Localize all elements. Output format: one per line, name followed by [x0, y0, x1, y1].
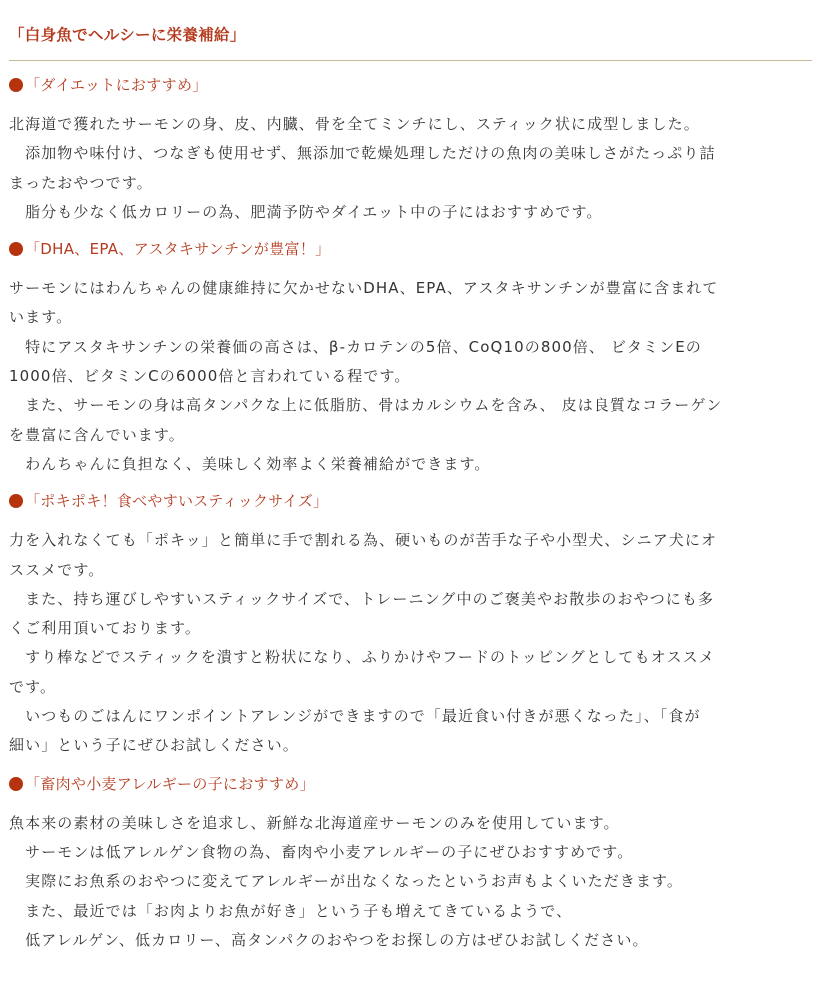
paragraph-line: また、サーモンの身は高タンパクな上に低脂肪、骨はカルシウムを含み、 皮は良質なコラーゲン — [9, 396, 723, 415]
paragraph-line: まったおやつです。 — [9, 173, 153, 192]
section-body-allergy — [9, 809, 812, 955]
paragraph-line: また、持ち運びしやすいスティックサイズで、トレーニング中のご褒美やお散歩のおやつにも多 — [9, 589, 715, 608]
paragraph-line: 北海道で獲れたサーモンの身、皮、内臓、骨を全てミンチにし、スティック状に成型しました。 — [9, 115, 700, 133]
paragraph-line: また、最近では「お肉よりお魚が好き」という子も増えてきているようで、 — [9, 901, 573, 920]
section-heading-dha-epa — [9, 238, 812, 260]
paragraph-line: 力を入れなくても「ポキッ」と簡単に手で割れる為、硬いものが苦手な子や小型犬、シニア犬にオ — [9, 531, 718, 550]
paragraph-line: わんちゃんに負担なく、美味しく効率よく栄養補給ができます。 — [9, 454, 491, 473]
section-heading-text: 「DHA、EPA、アスタキサンチンが豊富！」 — [25, 240, 331, 259]
paragraph-line: サーモンにはわんちゃんの健康維持に欠かせないDHA、EPA、アスタキサンチンが豊富に含まれて — [9, 279, 719, 298]
page-title: 「白身魚でヘルシーに栄養補給」 — [9, 26, 246, 44]
paragraph-line: 細い」という子にぜひお試しください。 — [9, 736, 299, 755]
bullet-circle-icon — [9, 78, 23, 92]
paragraph-line: 低アレルゲン、低カロリー、高タンパクのおやつをお探しの方はぜひお試しください。 — [9, 930, 649, 949]
paragraph-line: サーモンは低アレルゲン食物の為、畜肉や小麦アレルギーの子にぜひおすすめです。 — [9, 842, 634, 861]
paragraph-line: 添加物や味付け、つなぎも使用せず、無添加で乾燥処理しただけの魚肉の美味しさがたっぷり詰 — [9, 144, 716, 163]
paragraph-line: 特にアスタキサンチンの栄養価の高さは、β-カロテンの5倍、CoQ10の800倍、 ビタミンEの — [9, 337, 702, 356]
section-heading-diet — [9, 74, 812, 96]
paragraph-line: すり棒などでスティックを潰すと粉状になり、ふりかけやフードのトッピングとしてもオススメ — [9, 648, 715, 667]
paragraph-line: です。 — [9, 677, 57, 696]
section-body-dha-epa — [9, 274, 812, 479]
bullet-circle-icon — [9, 242, 23, 256]
title-divider — [9, 60, 812, 61]
paragraph-line: いつものごはんにワンポイントアレンジができますので「最近食い付きが悪くなった」、「食が — [9, 707, 701, 726]
paragraph-line: 実際にお魚系のおやつに変えてアレルギーが出なくなったというお声もよくいただきます。 — [9, 872, 684, 891]
section-heading-stick-size — [9, 490, 812, 512]
section-heading-text: 「ダイエットにおすすめ」 — [25, 76, 208, 94]
bullet-circle-icon — [9, 777, 23, 791]
section-heading-text: 「ポキポキ！食べやすいスティックサイズ」 — [25, 492, 329, 511]
paragraph-line: 脂分も少なく低カロリーの為、肥満予防やダイエット中の子にはおすすめです。 — [9, 202, 603, 221]
paragraph-line: を豊富に含んでいます。 — [9, 425, 185, 444]
section-heading-allergy — [9, 773, 812, 795]
paragraph-line: います。 — [9, 308, 73, 327]
section-heading-text: 「畜肉や小麦アレルギーの子におすすめ」 — [25, 774, 315, 793]
section-body-diet — [9, 110, 812, 227]
bullet-circle-icon — [9, 494, 23, 508]
paragraph-line: くご利用頂いております。 — [9, 619, 202, 638]
paragraph-line: 魚本来の素材の美味しさを追求し、新鮮な北海道産サーモンのみを使用しています。 — [9, 813, 620, 832]
paragraph-line: 1000倍、ビタミンCの6000倍と言われている程です。 — [9, 367, 411, 386]
section-body-stick-size — [9, 526, 812, 760]
paragraph-line: ススメです。 — [9, 560, 105, 579]
